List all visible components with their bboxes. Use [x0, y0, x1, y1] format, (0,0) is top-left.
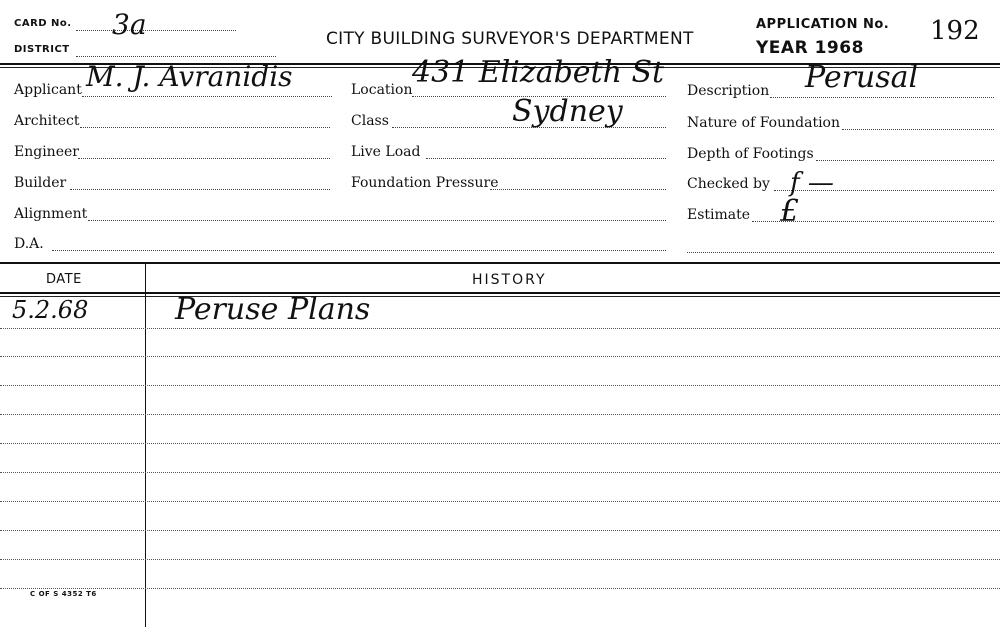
foundation-pressure-line — [490, 189, 666, 190]
location-label: Location — [351, 82, 413, 98]
date-column-divider — [145, 262, 146, 627]
history-header-rule — [0, 292, 1000, 294]
history-row-date: 5.2.68 — [12, 296, 89, 324]
live-load-line — [426, 158, 666, 159]
estimate-label: Estimate — [687, 207, 751, 223]
builder-label: Builder — [14, 175, 67, 191]
nature-of-foundation-label: Nature of Foundation — [687, 115, 840, 131]
ruled-line — [0, 530, 1000, 531]
history-top-rule — [0, 262, 1000, 264]
live-load-label: Live Load — [351, 144, 421, 160]
form-code: C OF S 4352 T6 — [30, 590, 97, 598]
ruled-line — [0, 443, 1000, 444]
checked-by-value: f — — [790, 168, 834, 198]
architect-line — [80, 127, 330, 128]
history-header-rule-2 — [0, 296, 1000, 297]
applicant-line — [82, 96, 332, 97]
applicant-value: M. J. Avranidis — [86, 60, 293, 93]
card-no-value: 3a — [112, 8, 147, 41]
class-line — [392, 127, 666, 128]
da-line — [52, 250, 666, 251]
card-no-label: CARD No. — [14, 18, 72, 29]
applicant-label: Applicant — [14, 82, 82, 98]
ruled-line — [0, 328, 1000, 329]
ruled-line — [0, 588, 1000, 589]
ruled-line — [0, 559, 1000, 560]
history-header: HISTORY — [472, 272, 547, 288]
nature-of-foundation-line — [842, 129, 994, 130]
foundation-pressure-label: Foundation Pressure — [351, 175, 499, 191]
engineer-line — [78, 158, 330, 159]
location-value-line2: Sydney — [512, 94, 623, 129]
ruled-line — [0, 414, 1000, 415]
depth-of-footings-label: Depth of Footings — [687, 146, 814, 162]
ruled-line — [0, 385, 1000, 386]
date-header: DATE — [46, 272, 82, 287]
department-title: CITY BUILDING SURVEYOR'S DEPARTMENT — [326, 29, 694, 49]
description-line — [770, 97, 994, 98]
da-label: D.A. — [14, 236, 44, 252]
engineer-label: Engineer — [14, 144, 79, 160]
alignment-line — [88, 220, 666, 221]
district-label: DISTRICT — [14, 44, 70, 55]
ruled-line — [0, 356, 1000, 357]
architect-label: Architect — [14, 113, 80, 129]
builder-line — [70, 189, 330, 190]
description-label: Description — [687, 83, 770, 99]
year-label: YEAR 1968 — [756, 38, 864, 58]
history-row-entry: Peruse Plans — [175, 292, 371, 327]
application-no-label: APPLICATION No. — [756, 17, 890, 32]
card-no-line — [76, 30, 236, 31]
location-value-line1: 431 Elizabeth St — [412, 55, 665, 90]
ruled-line — [0, 501, 1000, 502]
alignment-label: Alignment — [14, 206, 88, 222]
column3-extra-line — [687, 252, 994, 253]
description-value: Perusal — [805, 60, 919, 95]
district-line — [76, 56, 276, 57]
estimate-value: £ — [780, 194, 800, 229]
class-label: Class — [351, 113, 389, 129]
ruled-line — [0, 472, 1000, 473]
checked-by-label: Checked by — [687, 176, 770, 192]
application-no-value: 192 — [930, 16, 980, 46]
depth-of-footings-line — [816, 160, 994, 161]
